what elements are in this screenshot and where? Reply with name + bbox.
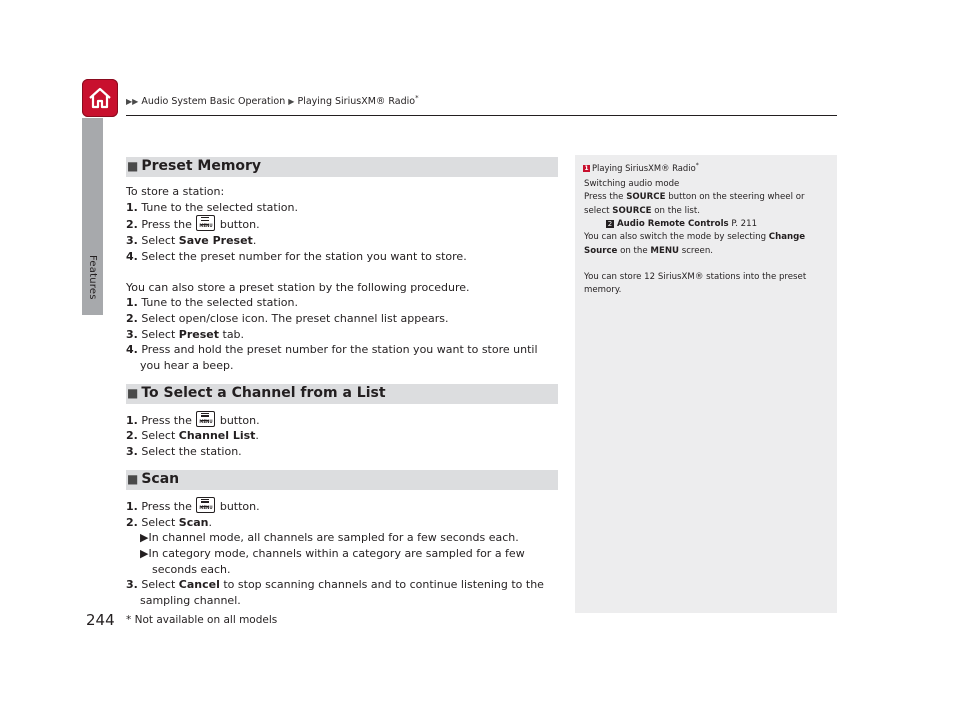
note-line: Press the SOURCE button on the steering wheel or: [584, 192, 805, 203]
step: 4. Select the preset number for the station you want to store.: [126, 249, 467, 263]
step: 2. Select Scan.: [126, 515, 212, 529]
page-number: 244: [86, 611, 115, 629]
reference-arrow-icon: 2: [607, 219, 613, 228]
menu-button-icon: MENU: [196, 497, 215, 513]
square-bullet-icon: ■: [127, 471, 139, 486]
breadcrumb-asterisk: *: [415, 94, 419, 102]
home-button[interactable]: [82, 79, 118, 117]
step: 1. Tune to the selected station.: [126, 200, 298, 214]
cross-reference-link[interactable]: 2 Audio Remote Controls P. 211: [607, 218, 758, 229]
breadcrumb-link-audio[interactable]: Audio System Basic Operation: [141, 96, 286, 108]
section-title: Scan: [141, 470, 180, 487]
triangle-bullet-icon: ▶: [140, 546, 149, 560]
section-header-channel-list: [126, 384, 558, 404]
step: 3. Select Save Preset.: [126, 234, 257, 248]
note-line: select SOURCE on the list.: [584, 205, 700, 216]
step: 3. Select the station.: [126, 445, 242, 459]
breadcrumb: [126, 94, 419, 107]
step: 2. Select open/close icon. The preset channel list appears.: [126, 311, 449, 325]
step: 1. Press the MENU button.: [126, 497, 558, 515]
step: 4. Press and hold the preset number for the station you want to store until you hear a beep.: [126, 343, 538, 373]
breadcrumb-arrow-icon: ▶: [288, 97, 295, 107]
header-rule: [126, 115, 837, 116]
main-content: [126, 157, 558, 609]
section-title: Preset Memory: [141, 158, 262, 175]
step: 2. Press the MENU button.: [126, 215, 558, 233]
triangle-bullet-icon: ▶: [140, 531, 149, 545]
square-bullet-icon: ■: [127, 385, 139, 400]
note-line: You can also switch the mode by selecting Change: [584, 232, 806, 243]
note-title: 1 Playing SiriusXM® Radio*: [584, 162, 699, 173]
home-icon: [87, 85, 113, 111]
note-line: Source on the MENU screen.: [584, 245, 714, 256]
intro-text: To store a station:: [126, 185, 225, 198]
breadcrumb-arrow-icon: ▶▶: [126, 97, 139, 107]
footnote: * Not available on all models: [126, 614, 278, 626]
side-tab-label-box: [82, 255, 103, 315]
square-bullet-icon: ■: [127, 159, 139, 174]
sub-note: ▶In channel mode, all channels are sampled for a few seconds each.: [140, 531, 519, 545]
breadcrumb-current: Playing SiriusXM® Radio: [297, 96, 416, 108]
menu-button-icon: MENU: [196, 411, 215, 427]
step: 2. Select Channel List.: [126, 429, 259, 443]
section-title: To Select a Channel from a List: [141, 384, 386, 401]
menu-button-icon: MENU: [196, 215, 215, 231]
section-header-scan: [126, 470, 558, 490]
note-body: [575, 175, 837, 297]
step: 1. Tune to the selected station.: [126, 296, 298, 310]
side-tab-label: Features: [87, 255, 98, 300]
note-marker-icon: 1: [584, 164, 589, 172]
step: 3. Select Preset tab.: [126, 327, 245, 341]
sub-note: ▶In category mode, channels within a category are sampled for a few seconds each.: [140, 546, 525, 576]
note-line: You can store 12 SiriusXM® stations into the preset memory.: [584, 271, 807, 296]
note-line: Switching audio mode: [584, 179, 680, 190]
step: 3. Select Cancel to stop scanning channels and to continue listening to the sampling channel.: [126, 578, 544, 608]
section-header-preset: [126, 157, 558, 177]
note-panel: [575, 155, 837, 613]
alt-intro-text: You can also store a preset station by the following procedure.: [126, 280, 470, 294]
step: 1. Press the MENU button.: [126, 411, 558, 429]
